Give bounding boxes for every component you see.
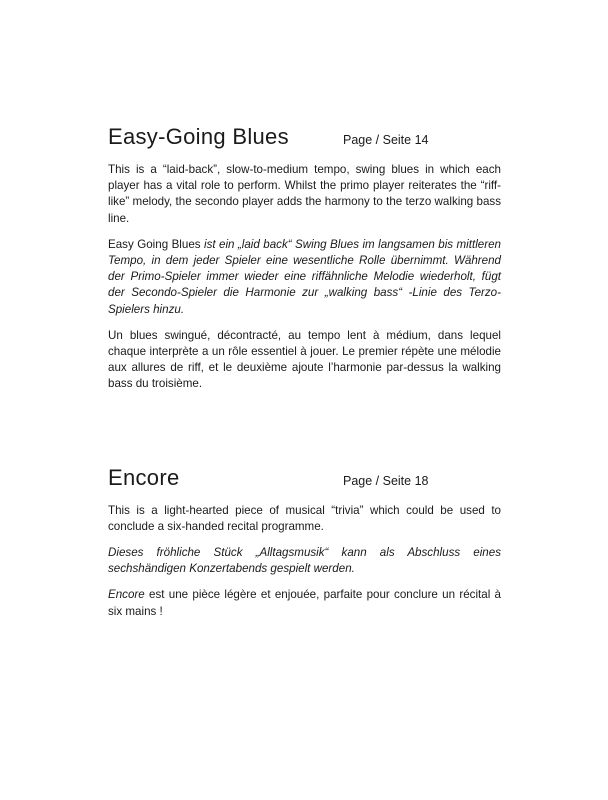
description-german: Dieses fröhliche Stück „Alltagsmusik“ kann als Abschluss eines sechshändigen Konzertabends gespielt werden. xyxy=(108,546,501,576)
piece-name: Easy Going Blues xyxy=(108,237,204,251)
description-french: Un blues swingué, décontracté, au tempo lent à médium, dans lequel chaque interprète a un rôle essentiel à jouer. Le premier répète une mélodie aux allures de riff, et le deuxième ajoute l’harmonie par-dessus la walking bass du troisième. xyxy=(108,328,501,391)
description-english: This is a light-hearted piece of musical “trivia” which could be used to conclude a six-handed recital programme. xyxy=(108,503,501,533)
page-reference: Page / Seite 14 xyxy=(343,133,429,147)
description-french xyxy=(108,587,501,619)
piece-name: Encore xyxy=(108,588,145,602)
section-easy-going-blues xyxy=(108,124,501,393)
section-title: Easy-Going Blues xyxy=(108,124,289,149)
section-encore xyxy=(108,465,501,620)
section-header xyxy=(108,124,501,150)
section-title: Encore xyxy=(108,464,180,490)
description-german xyxy=(108,237,501,318)
description-english: This is a “laid-back”, slow-to-medium tempo, swing blues in which each player has a vital role to perform. Whilst the primo player reiterates the “riff-like” melody, the secondo player adds the harmony to the terzo walking bass line. xyxy=(108,163,501,225)
french-text: est une pièce légère et enjouée, parfaite pour conclure un récital à six mains ! xyxy=(108,588,501,618)
page-reference: Page / Seite 18 xyxy=(343,473,429,488)
section-header xyxy=(108,465,501,491)
german-text: ist ein „laid back“ Swing Blues im langsamen bis mittleren Tempo, in dem jeder Spieler eine wesentliche Rolle übernimmt. Während der Primo-Spieler immer wieder eine riffähnliche Melodie wiederholt, fügt der Secondo-Spieler die Harmonie zur „walking bass“ -Linie des Terzo-Spielers hinzu. xyxy=(108,237,501,316)
